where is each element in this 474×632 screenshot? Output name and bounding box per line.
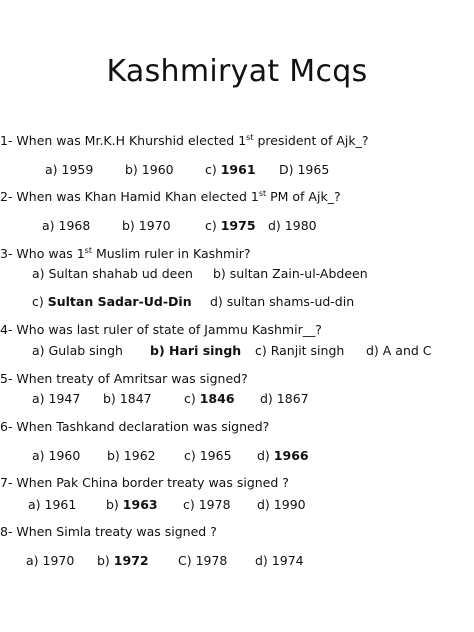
option-b-correct [97,553,149,568]
option-prefix: c) [205,162,221,177]
question-3 [0,246,250,261]
option-d: d) 1974 [255,553,304,568]
question-7: 7- When Pak China border treaty was signed ? [0,475,289,490]
question-text-end: president of Ajk_? [253,133,369,148]
question-8: 8- When Simla treaty was signed ? [0,524,217,539]
document-title: Kashmiryat Mcqs [106,54,368,89]
superscript: st [84,245,92,255]
option-a: a) 1947 [32,391,81,406]
option-b: b) 1970 [122,218,171,233]
option-d: D) 1965 [279,162,330,177]
superscript: st [246,132,254,142]
correct-answer: 1963 [122,497,158,512]
option-c: C) 1978 [178,553,228,568]
question-text: 3- Who was 1 [0,246,85,261]
option-prefix: c) [184,391,200,406]
option-a: a) 1960 [32,448,81,463]
question-text-end: Muslim ruler in Kashmir? [91,246,251,261]
option-a: a) 1968 [42,218,91,233]
option-prefix: b) [106,497,123,512]
option-c: c) 1978 [183,497,231,512]
correct-answer: 1961 [220,162,256,177]
question-4: 4- Who was last ruler of state of Jammu Kashmir__? [0,322,322,337]
option-c-correct [32,294,192,309]
option-c-correct [205,218,256,233]
superscript: st [258,188,267,198]
option-d: d) 1867 [260,391,309,406]
option-c-correct [184,391,235,406]
option-c-correct [205,162,256,177]
option-d: d) 1980 [268,218,317,233]
option-prefix: c) [32,294,48,309]
option-d: d) 1990 [257,497,306,512]
correct-answer: 1966 [273,448,309,463]
option-a: a) 1961 [28,497,77,512]
correct-answer: 1975 [220,218,256,233]
option-b: b) 1960 [125,162,174,177]
correct-answer: Sultan Sadar-Ud-Din [47,294,192,309]
question-text: 2- When was Khan Hamid Khan elected 1 [0,189,259,204]
correct-answer: 1972 [113,553,149,568]
option-d: d) A and C [366,343,432,358]
question-6: 6- When Tashkand declaration was signed? [0,419,270,434]
option-c: c) Ranjit singh [255,343,345,358]
option-prefix: b) [97,553,114,568]
option-b: b) 1847 [103,391,152,406]
question-5: 5- When treaty of Amritsar was signed? [0,371,248,386]
option-b: b) 1962 [107,448,156,463]
option-b-correct: b) Hari singh [150,343,242,358]
option-a: a) Gulab singh [32,343,123,358]
option-b: b) sultan Zain-ul-Abdeen [213,266,368,281]
option-a: a) Sultan shahab ud deen [32,266,193,281]
option-a: a) 1959 [45,162,94,177]
option-c: c) 1965 [184,448,232,463]
question-text: 1- When was Mr.K.H Khurshid elected 1 [0,133,247,148]
question-text-end: PM of Ajk_? [266,189,341,204]
option-a: a) 1970 [26,553,75,568]
option-d-correct [257,448,309,463]
option-b-correct [106,497,158,512]
question-2 [0,189,341,204]
option-prefix: d) [257,448,274,463]
correct-answer: 1846 [199,391,235,406]
option-prefix: c) [205,218,221,233]
option-d: d) sultan shams-ud-din [210,294,355,309]
question-1 [0,133,369,148]
